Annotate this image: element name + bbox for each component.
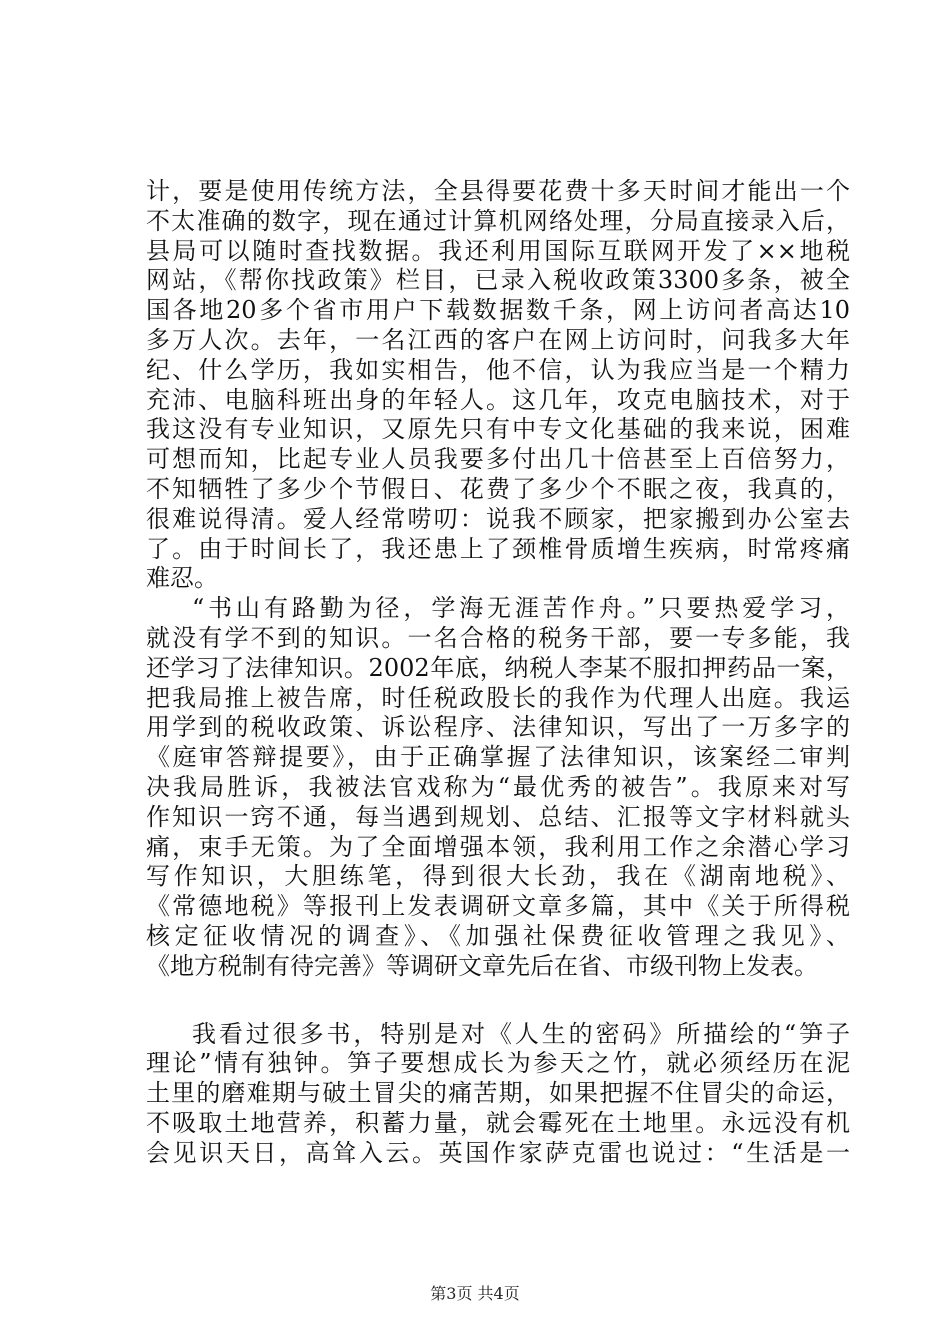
- paragraph-2-line-11: 《常德地税》等报刊上发表调研文章多篇，其中《关于所得税: [146, 892, 850, 921]
- paragraph-1-line-7: 纪、什么学历，我如实相告，他不信，认为我应当是一个精力: [146, 355, 850, 384]
- paragraph-2-line-9: 痛，束手无策。为了全面增强本领，我利用工作之余潜心学习: [146, 832, 850, 861]
- paragraph-1-line-3: 县局可以随时查找数据。我还利用国际互联网开发了××地税: [146, 236, 850, 265]
- paragraph-3-line-2: 理论”情有独钟。笋子要想成长为参天之竹，就必须经历在泥: [146, 1049, 850, 1078]
- paragraph-1-line-9: 我这没有专业知识，又原先只有中专文化基础的我来说，困难: [146, 415, 850, 444]
- paragraph-1-line-14: 难忍。: [146, 564, 218, 593]
- paragraph-2-line-1: “书山有路勤为径，学海无涯苦作舟。”只要热爱学习，: [192, 594, 850, 623]
- page-footer: 第3页 共4页: [430, 1284, 520, 1303]
- paragraph-1-line-12: 很难说得清。爱人经常唠叨：说我不顾家，把家搬到办公室去: [146, 504, 850, 533]
- paragraph-1-line-11: 不知牺牲了多少个节假日、花费了多少个不眠之夜，我真的，: [146, 474, 850, 503]
- paragraph-2-line-3: 还学习了法律知识。2002年底，纳税人李某不服扣押药品一案，: [146, 653, 850, 682]
- paragraph-1-line-5: 国各地20多个省市用户下载数据数千条，网上访问者高达10: [146, 296, 850, 325]
- paragraph-1-line-2: 不太准确的数字，现在通过计算机网络处理，分局直接录入后，: [146, 206, 850, 235]
- paragraph-1-line-1: 计，要是使用传统方法，全县得要花费十多天时间才能出一个: [146, 177, 850, 205]
- paragraph-3-line-3: 土里的磨难期与破土冒尖的痛苦期，如果把握不住冒尖的命运，: [146, 1079, 850, 1108]
- body-text: [146, 177, 850, 1169]
- paragraph-1-line-6: 多万人次。去年，一名江西的客户在网上访问时，问我多大年: [146, 325, 850, 354]
- paragraph-3-line-1: 我看过很多书，特别是对《人生的密码》所描绘的“笋子: [192, 1019, 850, 1048]
- paragraph-1-line-4: 网站，《帮你找政策》栏目，已录入税收政策3300多条，被全: [146, 266, 850, 295]
- paragraph-2-line-10: 写作知识，大胆练笔，得到很大长劲，我在《湖南地税》、: [146, 862, 850, 891]
- paragraph-2-line-12: 核定征收情况的调查》、《加强社保费征收管理之我见》、: [146, 921, 850, 950]
- paragraph-2-line-8: 作知识一窍不通，每当遇到规划、总结、汇报等文字材料就头: [146, 802, 850, 831]
- paragraph-1-line-13: 了。由于时间长了，我还患上了颈椎骨质增生疾病，时常疼痛: [146, 534, 850, 563]
- paragraph-gap: [146, 982, 850, 1020]
- paragraph-2-line-2: 就没有学不到的知识。一名合格的税务干部，要一专多能，我: [146, 623, 850, 652]
- paragraph-1-line-8: 充沛、电脑科班出身的年轻人。这几年，攻克电脑技术，对于: [146, 385, 850, 414]
- paragraph-2-line-6: 《庭审答辩提要》，由于正确掌握了法律知识，该案经二审判: [146, 743, 850, 772]
- paragraph-3-line-5: 会见识天日，高耸入云。英国作家萨克雷也说过：“生活是一: [146, 1138, 850, 1167]
- paragraph-1-line-10: 可想而知，比起专业人员我要多付出几十倍甚至上百倍努力，: [146, 445, 850, 474]
- paragraph-2-line-13: 《地方税制有待完善》等调研文章先后在省、市级刊物上发表。: [146, 951, 818, 980]
- paragraph-2-line-5: 用学到的税收政策、诉讼程序、法律知识，写出了一万多字的: [146, 713, 850, 742]
- paragraph-2-line-4: 把我局推上被告席，时任税政股长的我作为代理人出庭。我运: [146, 683, 850, 712]
- paragraph-3-line-4: 不吸取土地营养，积蓄力量，就会霉死在土地里。永远没有机: [146, 1108, 850, 1137]
- paragraph-2-line-7: 决我局胜诉，我被法官戏称为“最优秀的被告”。我原来对写: [146, 772, 850, 801]
